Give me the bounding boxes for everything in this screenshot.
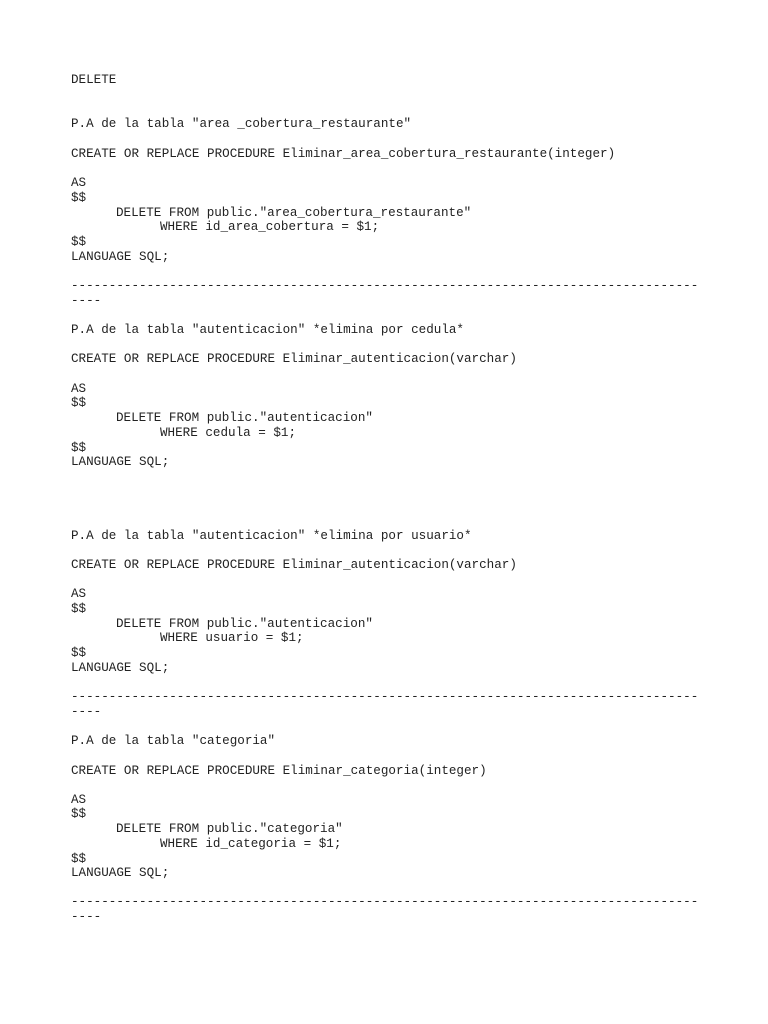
- separator-tail: ----: [71, 294, 102, 308]
- as-keyword: AS: [71, 793, 87, 807]
- delete-statement: DELETE FROM public."area_cobertura_restaurante": [116, 206, 472, 220]
- separator-tail: ----: [71, 910, 102, 924]
- language-clause: LANGUAGE SQL;: [71, 250, 170, 264]
- dollar-quote-open: $$: [71, 807, 87, 821]
- where-clause: WHERE cedula = $1;: [160, 426, 297, 440]
- separator-tail: ----: [71, 705, 102, 719]
- as-keyword: AS: [71, 587, 87, 601]
- create-statement: CREATE OR REPLACE PROCEDURE Eliminar_area_cobertura_restaurante(integer): [71, 147, 616, 161]
- dollar-quote-close: $$: [71, 235, 87, 249]
- as-keyword: AS: [71, 176, 87, 190]
- delete-statement: DELETE FROM public."categoria": [116, 822, 343, 836]
- section-title: P.A de la tabla "categoria": [71, 734, 276, 748]
- language-clause: LANGUAGE SQL;: [71, 866, 170, 880]
- separator-line: -----------------------------------------------------------------------------------: [71, 690, 699, 704]
- dollar-quote-close: $$: [71, 646, 87, 660]
- language-clause: LANGUAGE SQL;: [71, 661, 170, 675]
- where-clause: WHERE id_area_cobertura = $1;: [160, 220, 380, 234]
- dollar-quote-open: $$: [71, 191, 87, 205]
- dollar-quote-open: $$: [71, 602, 87, 616]
- dollar-quote-close: $$: [71, 852, 87, 866]
- delete-statement: DELETE FROM public."autenticacion": [116, 411, 373, 425]
- separator-line: -----------------------------------------------------------------------------------: [71, 279, 699, 293]
- delete-statement: DELETE FROM public."autenticacion": [116, 617, 373, 631]
- separator-line: -----------------------------------------------------------------------------------: [71, 895, 699, 909]
- create-statement: CREATE OR REPLACE PROCEDURE Eliminar_autenticacion(varchar): [71, 558, 517, 572]
- language-clause: LANGUAGE SQL;: [71, 455, 170, 469]
- where-clause: WHERE usuario = $1;: [160, 631, 304, 645]
- section-title: P.A de la tabla "autenticacion" *elimina por cedula*: [71, 323, 464, 337]
- create-statement: CREATE OR REPLACE PROCEDURE Eliminar_categoria(integer): [71, 764, 487, 778]
- where-clause: WHERE id_categoria = $1;: [160, 837, 342, 851]
- as-keyword: AS: [71, 382, 87, 396]
- dollar-quote-close: $$: [71, 441, 87, 455]
- document-heading: DELETE: [71, 73, 117, 87]
- dollar-quote-open: $$: [71, 396, 87, 410]
- section-title: P.A de la tabla "area _cobertura_restaurante": [71, 117, 412, 131]
- section-title: P.A de la tabla "autenticacion" *elimina por usuario*: [71, 529, 472, 543]
- create-statement: CREATE OR REPLACE PROCEDURE Eliminar_autenticacion(varchar): [71, 352, 517, 366]
